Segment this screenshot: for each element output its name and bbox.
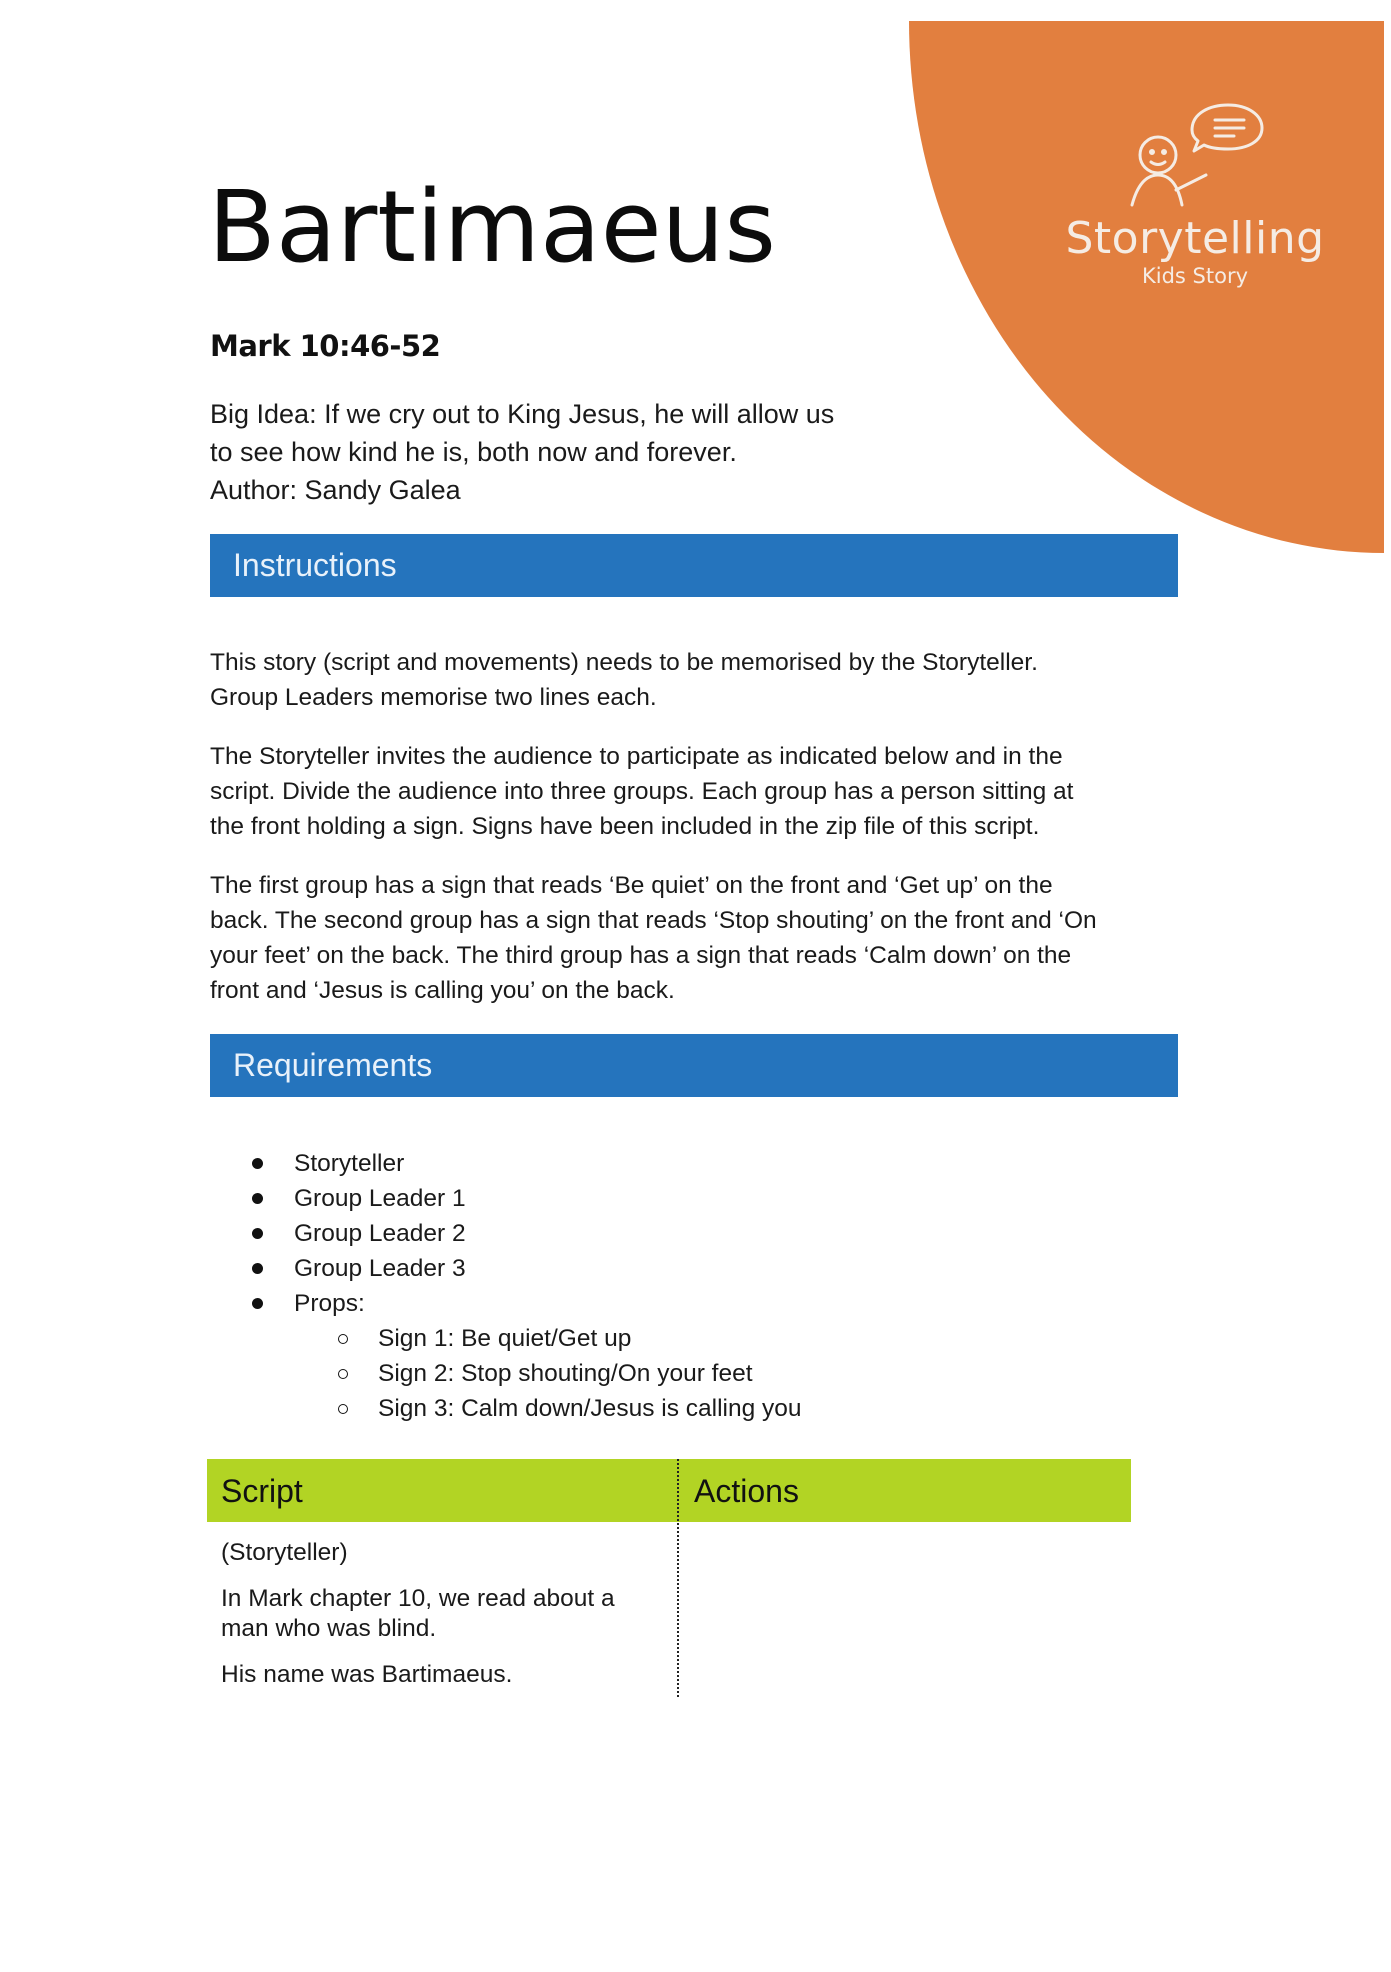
instructions-body <box>210 645 1170 1032</box>
hollow-bullet-icon <box>338 1334 348 1344</box>
text-line: Group Leaders memorise two lines each. <box>210 684 657 711</box>
sub-list-item <box>250 1321 802 1356</box>
script-line: (Storyteller) <box>221 1539 348 1566</box>
instructions-heading-bar <box>210 534 1178 597</box>
bullet-icon <box>252 1193 263 1204</box>
script-line: His name was Bartimaeus. <box>221 1661 513 1688</box>
scripture-reference: Mark 10:46-52 <box>210 329 441 363</box>
sub-list-item <box>250 1391 802 1426</box>
instructions-paragraph <box>210 739 1170 844</box>
text-line: your feet’ on the back. The third group has a sign that reads ‘Calm down’ on the <box>210 942 1072 969</box>
text-line: the front holding a sign. Signs have been included in the zip file of this script. <box>210 813 1040 840</box>
sub-list-item <box>250 1356 802 1391</box>
instructions-paragraph <box>210 645 1170 715</box>
big-idea-line-2: to see how kind he is, both now and forever. <box>210 437 737 467</box>
text-line: The first group has a sign that reads ‘Be quiet’ on the front and ‘Get up’ on the <box>210 872 1053 899</box>
storyteller-speech-bubble-icon <box>1120 95 1270 215</box>
requirements-heading: Requirements <box>233 1047 433 1083</box>
list-item-label: Group Leader 2 <box>294 1220 466 1247</box>
logo-title: Storytelling <box>1065 213 1325 264</box>
script-table <box>207 1459 1131 1688</box>
storytelling-logo <box>1060 95 1330 289</box>
list-item <box>250 1251 802 1286</box>
intro-block <box>210 395 930 509</box>
requirements-heading-bar <box>210 1034 1178 1097</box>
list-item <box>250 1181 802 1216</box>
column-header-actions: Actions <box>694 1473 799 1509</box>
page-title: Bartimaeus <box>208 170 776 285</box>
list-item-label: Group Leader 1 <box>294 1185 466 1212</box>
bullet-icon <box>252 1158 263 1169</box>
list-item-label: Storyteller <box>294 1150 405 1177</box>
list-item <box>250 1216 802 1251</box>
sub-list-item-label: Sign 3: Calm down/Jesus is calling you <box>378 1395 802 1422</box>
list-item-label: Props: <box>294 1290 365 1317</box>
hollow-bullet-icon <box>338 1404 348 1414</box>
list-item <box>250 1286 802 1321</box>
text-line: back. The second group has a sign that reads ‘Stop shouting’ on the front and ‘On <box>210 907 1097 934</box>
text-line: The Storyteller invites the audience to participate as indicated below and in the <box>210 743 1063 770</box>
column-divider <box>677 1459 679 1697</box>
bullet-icon <box>252 1228 263 1239</box>
bullet-icon <box>252 1263 263 1274</box>
instructions-heading: Instructions <box>233 547 397 583</box>
script-cell <box>221 1538 661 1706</box>
script-line: In Mark chapter 10, we read about a man who was blind. <box>221 1585 615 1642</box>
hollow-bullet-icon <box>338 1369 348 1379</box>
instructions-paragraph <box>210 868 1170 1008</box>
column-header-script: Script <box>221 1473 303 1509</box>
table-header <box>207 1459 1131 1522</box>
big-idea-line-1: Big Idea: If we cry out to King Jesus, he will allow us <box>210 399 835 429</box>
bullet-icon <box>252 1298 263 1309</box>
list-item-label: Group Leader 3 <box>294 1255 466 1282</box>
text-line: front and ‘Jesus is calling you’ on the back. <box>210 977 675 1004</box>
list-item <box>250 1146 802 1181</box>
sub-list-item-label: Sign 1: Be quiet/Get up <box>378 1325 632 1352</box>
text-line: script. Divide the audience into three groups. Each group has a person sitting at <box>210 778 1074 805</box>
text-line: This story (script and movements) needs to be memorised by the Storyteller. <box>210 649 1038 676</box>
author-line: Author: Sandy Galea <box>210 475 461 505</box>
logo-subtitle: Kids Story <box>1141 264 1249 288</box>
requirements-list <box>250 1146 802 1426</box>
sub-list-item-label: Sign 2: Stop shouting/On your feet <box>378 1360 753 1387</box>
